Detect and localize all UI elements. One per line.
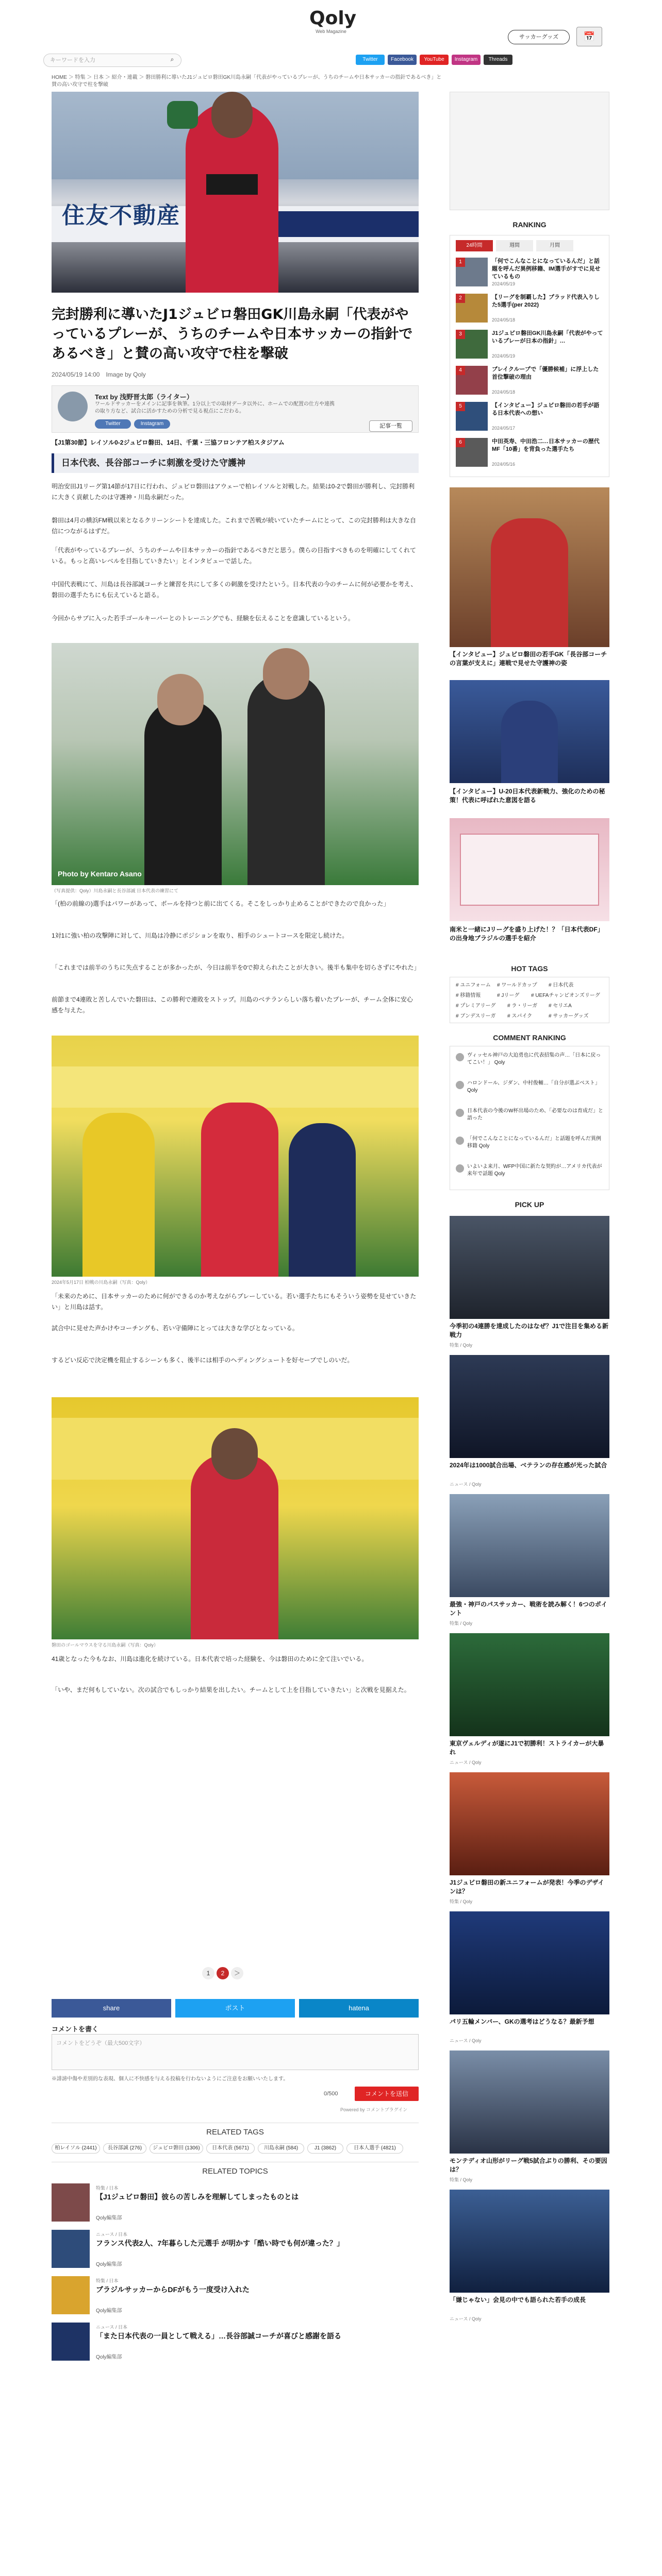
- author-twitter-link[interactable]: Twitter: [95, 419, 131, 429]
- hero-jersey-sponsor: [206, 174, 258, 195]
- pickup-item-title[interactable]: 2024年は1000試合出場、ベテランの存在感が光った試合: [450, 1462, 607, 1469]
- pager-page-1[interactable]: 1: [202, 1967, 214, 1979]
- sidebar-feature-title-1[interactable]: 【インタビュー】ジュビロ磐田の若手GK「長谷部コーチの言葉が支えに」連戦で見せた守護神の姿: [450, 651, 607, 667]
- sidebar-feature-image-2[interactable]: [450, 680, 609, 783]
- comment-char-count: 0/500: [324, 2091, 338, 2097]
- related-topic-meta: ニュース / 日本: [96, 2232, 128, 2237]
- photo-caption: 2024年5月17日 柏戦の川島永嗣（写真：Qoly）: [52, 1280, 151, 1285]
- comment-note: ※誹謗中傷や差別的な表現、個人に不快感を与える投稿を行わないようにご注意をお願いいたします。: [52, 2076, 289, 2082]
- comment-textarea[interactable]: コメントをどうぞ（最大500文字）: [52, 2034, 419, 2070]
- pickup-item-title[interactable]: 最強・神戸のパスサッカー、戦術を読み解く！6つのポイント: [450, 1601, 607, 1617]
- search-icon[interactable]: ⌕: [170, 56, 174, 63]
- pickup-item-meta: ニュース / Qoly: [450, 2316, 482, 2321]
- hot-tag[interactable]: # 移籍情報: [456, 993, 481, 998]
- hot-tag[interactable]: # UEFAチャンピオンズリーグ: [531, 993, 600, 998]
- paragraph: 1対1に強い柏の攻撃陣に対して、川島は冷静にポジションを取り、相手のシュートコースを限定し続けた。: [52, 932, 349, 939]
- hot-tag[interactable]: # ユニフォーム: [456, 982, 491, 988]
- related-topic-thumb[interactable]: [52, 2230, 90, 2268]
- feature1-figure: [491, 518, 568, 647]
- paragraph: するどい反応で決定機を阻止するシーンも多く、後半には相手のヘディングシュートを好セーブでしのいだ。: [52, 1357, 354, 1364]
- hot-tag[interactable]: # セリエA: [549, 1003, 572, 1009]
- section-heading: 日本代表、長谷部コーチに刺激を受けた守護神: [52, 453, 419, 473]
- comment-ranking-item[interactable]: いよいよ来月、WFP中国に新たな契約が…アメリカ代表が来年で話題 Qoly: [467, 1164, 602, 1177]
- photo2-player-yellow: [82, 1113, 155, 1277]
- photo1-head-left: [157, 674, 204, 725]
- hot-tag[interactable]: # ワールドカップ: [497, 982, 537, 988]
- ranking-item[interactable]: [456, 438, 604, 470]
- pickup-item-meta: ニュース / Qoly: [450, 1760, 482, 1765]
- ranking-meta: 2024/05/16: [492, 462, 516, 467]
- pickup-item-title[interactable]: パリ五輪メンバー、GKの選考はどうなる？最新予想: [450, 2018, 594, 2025]
- hero-ad-board-text: 住友不動産: [62, 202, 180, 229]
- ranking-meta: 2024/05/17: [492, 426, 516, 431]
- pager-page-2[interactable]: 2: [217, 1967, 229, 1979]
- author-articles-button[interactable]: 記事一覧: [369, 420, 412, 432]
- ranking-meta: 2024/05/19: [492, 281, 516, 286]
- paragraph: 磐田は4月の横浜FM戦以来となるクリーンシートを達成した。これまで苦戦が続いていたチームにとって、この完封勝利は大きな自信につながるはずだ。: [52, 517, 416, 535]
- ranking-title-text[interactable]: 中田英寿、中田浩二…日本サッカーの歴代MF「10番」を背負った選手たち: [492, 438, 600, 452]
- related-topic-meta: ニュース / 日本: [96, 2325, 128, 2330]
- pickup-image[interactable]: [450, 1633, 609, 1736]
- ranking-title-text[interactable]: ブレイクループで「優勝候補」に浮上した首位撃破の理由: [492, 366, 599, 380]
- photo-caption: 磐田のゴールマウスを守る川島永嗣（写真：Qoly）: [52, 1642, 159, 1648]
- pickup-title: PICK UP: [515, 1200, 544, 1209]
- article-image-by: Image by Qoly: [106, 371, 146, 378]
- ranking-item[interactable]: [456, 330, 604, 362]
- pager-next[interactable]: ＞: [231, 1967, 243, 1979]
- photo2-stand: [52, 1066, 419, 1108]
- related-topic-thumb[interactable]: [52, 2276, 90, 2314]
- related-topic-item[interactable]: [52, 2323, 419, 2367]
- ranking-meta: 2024/05/18: [492, 389, 516, 395]
- pickup-image[interactable]: [450, 2050, 609, 2154]
- sidebar-ad[interactable]: [450, 92, 609, 210]
- search-input[interactable]: キーワードを入力: [43, 54, 181, 67]
- photo1-credit: Photo by Kentaro Asano: [58, 870, 142, 878]
- pickup-item-title[interactable]: 今季初の4連勝を達成したのはなぜ？J1で注目を集める新戦力: [450, 1323, 609, 1338]
- related-topic-author: Qoly編集部: [96, 2262, 122, 2267]
- related-topic-item[interactable]: [52, 2230, 419, 2274]
- related-tag[interactable]: 川島永嗣 (584): [258, 2143, 304, 2154]
- ranking-tab-weekly[interactable]: 週間: [496, 240, 533, 251]
- article-title: 完封勝利に導いたJ1ジュビロ磐田GK川島永嗣「代表がやっているプレーが、うちのチームや日本サッカーの指針であるべき」と賛の高い攻守で柱を撃破: [52, 307, 413, 362]
- hot-tag[interactable]: # プレミアリーグ: [456, 1003, 496, 1009]
- article-photo-3: [52, 1397, 419, 1639]
- ranking-number: 2: [456, 294, 465, 303]
- ranking-title-text[interactable]: J1ジュビロ磐田GK川島永嗣「代表がやっているプレーが日本の指針」…: [492, 330, 603, 344]
- related-topic-thumb[interactable]: [52, 2323, 90, 2361]
- ranking-number: 4: [456, 366, 465, 375]
- breadcrumb[interactable]: HOME ＞ 特集 ＞ 日本 ＞ 紹介・連載 ＞ 磐田勝利に導いたJ1ジュビロ磐田GK川島永嗣「代表がやっているプレーが、うちのチームや日本サッカーの指針であるべき」と賛の高い攻守で柱を撃破: [52, 75, 442, 88]
- pickup-item-title[interactable]: モンテディオ山形がリーグ戦5試合ぶりの勝利、その要因は？: [450, 2157, 607, 2173]
- related-topic-item[interactable]: [52, 2183, 419, 2228]
- ranking-tab-24h[interactable]: 24時間: [456, 240, 493, 251]
- site-logo[interactable]: Qoly: [309, 8, 357, 29]
- hot-tag[interactable]: # ラ・リーガ: [507, 1003, 538, 1009]
- paragraph: 試合中に見せた声かけやコーチングも、若い守備陣にとっては大きな学びとなっている。: [52, 1325, 299, 1332]
- ranking-title-text[interactable]: 【リーグを制覇した】プラッド代表入りした5選手(per 2022): [492, 294, 600, 308]
- pickup-image[interactable]: [450, 1494, 609, 1597]
- related-topic-author: Qoly編集部: [96, 2354, 122, 2360]
- ranking-item[interactable]: [456, 294, 604, 326]
- ranking-number: 3: [456, 330, 465, 339]
- hero-glove: [167, 101, 198, 129]
- site-logo-sub: Web Magazine: [316, 29, 346, 34]
- pickup-item-meta: ニュース / Qoly: [450, 1482, 482, 1487]
- comment-ranking-item[interactable]: ヴィッセル神戸の大迫勇也に代表招集の声…「日本に戻ってこい！」 Qoly: [467, 1053, 601, 1065]
- sns-youtube-button[interactable]: YouTube: [420, 55, 449, 65]
- ranking-meta: 2024/05/19: [492, 353, 516, 359]
- pickup-item-meta: 特集 / Qoly: [450, 1343, 473, 1348]
- ranking-item[interactable]: [456, 402, 604, 434]
- ranking-item[interactable]: [456, 366, 604, 398]
- sidebar-feature-image-3[interactable]: [450, 818, 609, 921]
- pickup-image[interactable]: [450, 1355, 609, 1458]
- pickup-image[interactable]: [450, 1216, 609, 1319]
- photo1-person-right: [247, 674, 325, 885]
- ranking-title: RANKING: [512, 221, 547, 229]
- sns-threads-button[interactable]: Threads: [484, 55, 512, 65]
- sidebar-feature-image-1[interactable]: [450, 487, 609, 647]
- hot-tag[interactable]: # 日本代表: [549, 982, 574, 988]
- pickup-item-meta: 特集 / Qoly: [450, 2177, 473, 2182]
- paragraph: 「いや、まだ何もしていない。次の試合でもしっかり結果を出したい。チームとして上を目指していきたい」と次戦を見据えた。: [52, 1686, 410, 1693]
- share-x-button[interactable]: ポスト: [175, 1999, 295, 2018]
- related-topic-title[interactable]: ブラジルサッカーからDFがもう一度受け入れた: [96, 2285, 250, 2294]
- related-topic-author: Qoly編集部: [96, 2215, 122, 2221]
- related-topic-meta: 特集 / 日本: [96, 2185, 119, 2191]
- photo-caption: 【J1第30節】レイソル0-2ジュビロ磐田、14日、千葉・三協フロンテア柏スタジアム: [52, 439, 285, 446]
- comment-submit-button[interactable]: コメントを送信: [355, 2087, 419, 2101]
- pickup-item-title[interactable]: 東京ヴェルディが遂にJ1で初勝利！ストライカーが大暴れ: [450, 1740, 604, 1756]
- paragraph: 「代表がやっているプレーが、うちのチームや日本サッカーの指針であるべきだと思う。僕らの目指すべきものを明確にしてくれている。もっと高いレベルを目指していきたい」とインタビューで話した。: [52, 547, 417, 565]
- related-tag[interactable]: 日本代表 (5671): [206, 2143, 255, 2154]
- author-avatar[interactable]: [58, 392, 88, 421]
- related-topic-meta: 特集 / 日本: [96, 2278, 119, 2283]
- paragraph: 中国代表戦にて、川島は長谷部誠コーチと練習を共にして多くの刺激を受けたという。日本代表の今のチームに何が必要かを考え、磐田の選手たちにも伝えていると語る。: [52, 581, 417, 599]
- ranking-number: 1: [456, 258, 465, 267]
- related-topics-title: RELATED TOPICS: [202, 2167, 268, 2176]
- paragraph: 41歳となった今もなお、川島は進化を続けている。日本代表で培った経験を、今は磐田のために全て注いでいる。: [52, 1655, 368, 1663]
- article-date: [52, 370, 146, 379]
- paragraph: 「未来のために、日本サッカーのために何ができるのか考えながらプレーしている。若い選手たちにもそういう姿勢を見せていきたい」と川島は話す。: [52, 1293, 417, 1311]
- photo1-head-right: [263, 648, 309, 700]
- feature2-figure: [501, 701, 558, 783]
- comment-ranking-item[interactable]: ハロンドール、ジダン、中村俊輔…「自分が選ぶベスト」 Qoly: [467, 1080, 600, 1093]
- author-instagram-link[interactable]: Instagram: [134, 419, 170, 429]
- pickup-item-meta: ニュース / Qoly: [450, 2038, 482, 2043]
- photo3-player: [191, 1454, 278, 1639]
- photo2-player-red: [201, 1103, 278, 1277]
- hot-tag[interactable]: # Jリーグ: [497, 993, 520, 998]
- ranking-number: 6: [456, 438, 465, 447]
- pickup-item-title[interactable]: 「嫌じゃない」会見の中でも語られた若手の成長: [450, 2296, 586, 2303]
- sns-twitter-button[interactable]: Twitter: [356, 55, 385, 65]
- ranking-title-text[interactable]: 「何でこんなことになっているんだ」と話題を呼んだ異例移籍、IM選手がすでに見せているもの: [492, 258, 601, 280]
- paragraph: 今回からサブに入った若手ゴールキーパーとのトレーニングでも、経験を伝えることを意識しているという。: [52, 615, 354, 622]
- related-topic-item[interactable]: [52, 2276, 419, 2320]
- comment-ranking-title: COMMENT RANKING: [493, 1033, 566, 1042]
- paragraph: 前節まで4連敗と苦しんでいた磐田は、この勝利で連敗をストップ。川島のベテランらしい落ち着いたプレーが、チーム全体に安心感を与えた。: [52, 996, 413, 1014]
- hero-ad-board-dark: [268, 211, 419, 237]
- share-hatena-button[interactable]: hatena: [299, 1999, 419, 2018]
- article-photo-2: [52, 1036, 419, 1277]
- sidebar-feature-title-2[interactable]: 【インタビュー】U-20日本代表新戦力、強化のための秘策！代表に呼ばれた意図を語る: [450, 788, 605, 804]
- commenter-avatar: [456, 1137, 464, 1145]
- author-name[interactable]: Text by 浅野晋太郎（ライター）: [95, 393, 193, 401]
- related-tag[interactable]: 日本人選手 (4821): [346, 2143, 403, 2154]
- related-topic-title[interactable]: 「また日本代表の一員として戦える」…長谷部誠コーチが喜びと感謝を語る: [96, 2332, 341, 2340]
- commenter-avatar: [456, 1164, 464, 1173]
- comment-label: コメントを書く: [52, 2025, 99, 2033]
- paragraph: 明治安田J1リーグ第14節が17日に行われ、ジュビロ磐田はアウェーで柏レイソルと対戦した。結果は0-2で磐田が勝利し、完封勝利に大きく貢献したのは守護神・川島永嗣だった。: [52, 483, 415, 501]
- related-topic-author: Qoly編集部: [96, 2308, 122, 2314]
- commenter-avatar: [456, 1053, 464, 1061]
- related-topic-title[interactable]: フランス代表2人、7年暮らした元選手 が明かす「酷い時でも何が違った？」: [96, 2239, 344, 2247]
- pickup-item-meta: 特集 / Qoly: [450, 1899, 473, 1904]
- related-tag[interactable]: 長谷部誠 (276): [103, 2143, 146, 2154]
- ranking-item[interactable]: [456, 258, 604, 290]
- pickup-item-title[interactable]: J1ジュビロ磐田の新ユニフォームが発表！今季のデザインは？: [450, 1879, 604, 1895]
- hot-tag[interactable]: # スパイク: [507, 1013, 533, 1019]
- article-photo-1: [52, 643, 419, 885]
- ranking-number: 5: [456, 402, 465, 411]
- pickup-image[interactable]: [450, 2190, 609, 2293]
- hot-tag[interactable]: # サッカーグッズ: [549, 1013, 589, 1019]
- author-bio: ワールドサッカーをメインに記事を執筆。1分以上での取材データ以外に、ホームでの配置の仕方や連携の取り方など、試合に活かすための分析で見る視点にこだわる。: [95, 401, 335, 414]
- hero-player-head: [211, 92, 253, 138]
- related-topic-thumb[interactable]: [52, 2183, 90, 2222]
- share-facebook-button[interactable]: share: [52, 1999, 171, 2018]
- related-tag[interactable]: 柏レイソル (2441): [52, 2143, 100, 2154]
- comment-ranking-item[interactable]: 日本代表の今後のW杯出場のため、「必要なのは育成だ」と語った: [467, 1108, 604, 1121]
- pickup-image[interactable]: [450, 1911, 609, 2014]
- calendar-icon[interactable]: 📅: [576, 27, 602, 46]
- goods-button[interactable]: サッカーグッズ: [508, 30, 570, 44]
- hot-tag[interactable]: # ブンデスリーガ: [456, 1013, 496, 1019]
- sns-instagram-button[interactable]: Instagram: [452, 55, 481, 65]
- photo-caption: （写真提供：Qoly）川島永嗣と長谷部誠 日本代表の練習にて: [52, 888, 179, 893]
- commenter-avatar: [456, 1109, 464, 1117]
- related-topic-title[interactable]: 【J1ジュビロ磐田】彼らの苦しみを理解してしまったものとは: [96, 2193, 299, 2201]
- photo1-person-left: [144, 700, 222, 885]
- ranking-tab-monthly[interactable]: 月間: [536, 240, 573, 251]
- ranking-title-text[interactable]: 【インタビュー】ジュビロ磐田の若手が語る日本代表への想い: [492, 402, 600, 416]
- pickup-item-meta: 特集 / Qoly: [450, 1621, 473, 1626]
- sidebar-feature-title-3[interactable]: 南米と一緒にJリーグを盛り上げた！？「日本代表DF」の出身地ブラジルの選手を紹介: [450, 926, 604, 942]
- hot-tags-title: HOT TAGS: [511, 964, 548, 973]
- related-tags-title: RELATED TAGS: [206, 2128, 264, 2137]
- comment-powered-by: Powered by コメントプラグイン: [340, 2107, 408, 2112]
- paragraph: 「これまでは前半のうちに失点することが多かったが、今日は前半を0で抑えられたことが大きい。後半も集中を切らさずにやれた」: [52, 964, 420, 971]
- photo2-player-navy: [289, 1123, 356, 1277]
- related-tag[interactable]: ジュビロ磐田 (1306): [150, 2143, 203, 2154]
- paragraph: 「(柏の前線の)選手はパワーがあって、ボールを持つと前に出てくる。そこをしっかり止めることができたので良かった」: [52, 900, 390, 907]
- sns-facebook-button[interactable]: Facebook: [388, 55, 417, 65]
- feature3-panel: [460, 834, 599, 906]
- photo3-head: [211, 1428, 258, 1480]
- ranking-meta: 2024/05/18: [492, 317, 516, 323]
- commenter-avatar: [456, 1081, 464, 1089]
- related-tag[interactable]: J1 (3862): [307, 2143, 343, 2154]
- comment-ranking-item[interactable]: 「何でこんなことになっているんだ」と話題を呼んだ異例移籍 Qoly: [467, 1136, 601, 1149]
- pickup-image[interactable]: [450, 1772, 609, 1875]
- article-date-value: 2024/05/19 14:00: [52, 371, 100, 378]
- hero-photo: [52, 92, 419, 293]
